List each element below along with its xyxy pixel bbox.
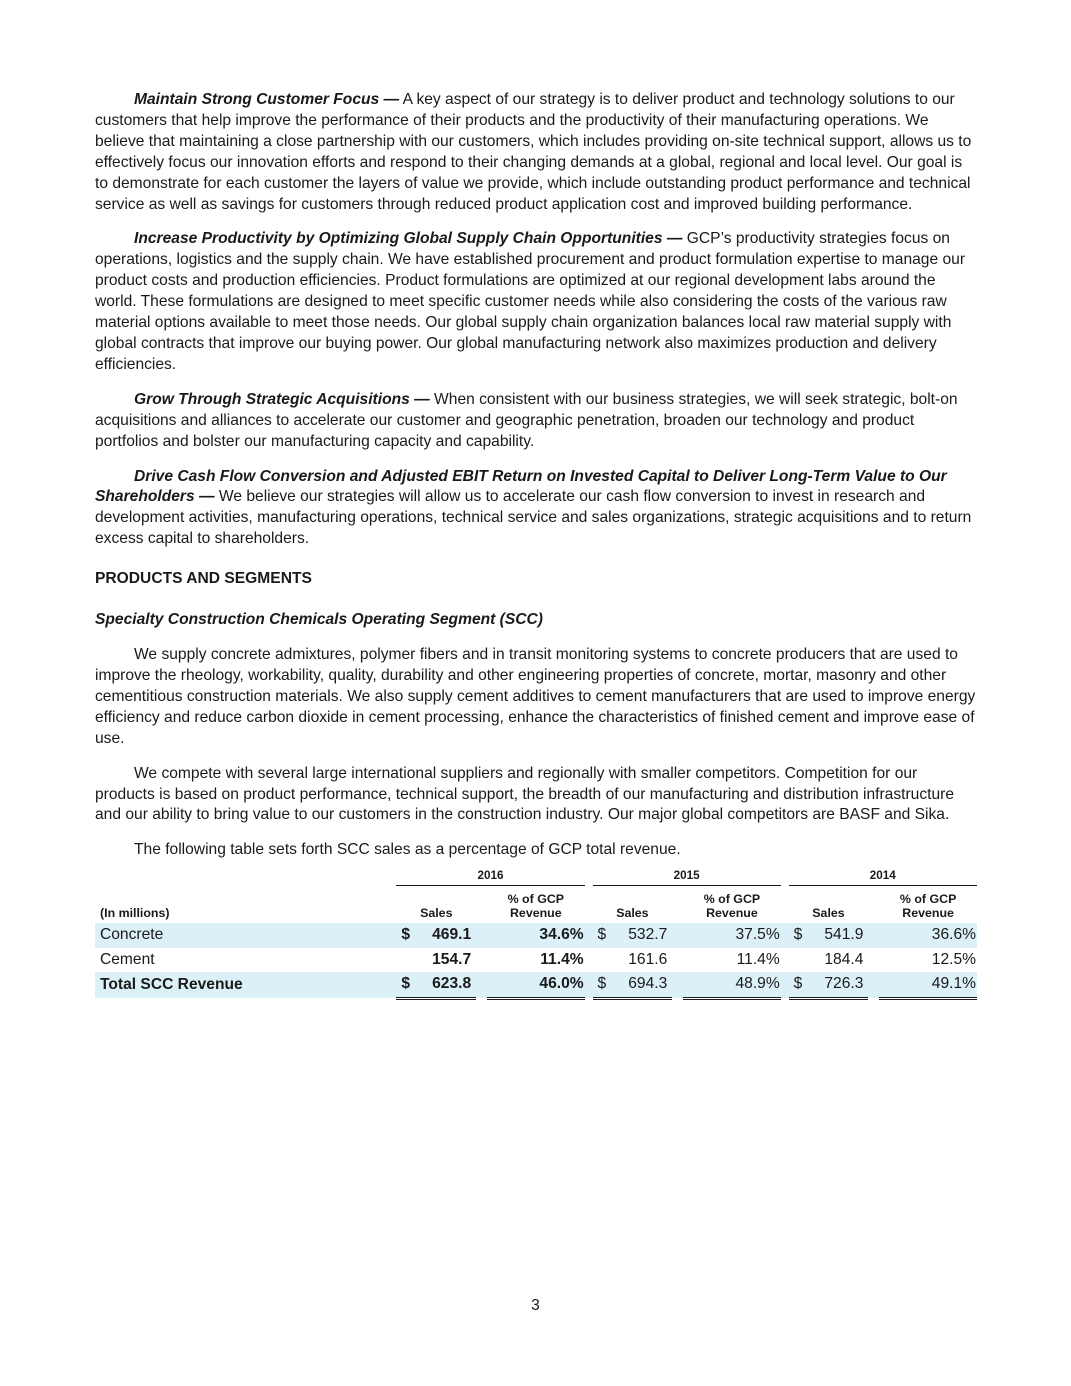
row-label: Total SCC Revenue <box>95 972 389 998</box>
sales-value: 469.1 <box>416 923 476 948</box>
paragraph-lead: Grow Through Strategic Acquisitions — <box>134 390 430 408</box>
currency-symbol: $ <box>396 923 416 948</box>
sales-value: 623.8 <box>416 972 476 998</box>
paragraph-lead: Maintain Strong Customer Focus — <box>134 91 400 108</box>
paragraph-lead: Drive Cash Flow Conversion and Adjusted EBIT Return on Invested Capital to Deliver Long-Term Value to Our Shareholders — <box>95 467 947 506</box>
currency-symbol: $ <box>396 972 416 998</box>
table-year-row <box>95 867 977 886</box>
unit-label: (In millions) <box>100 906 170 921</box>
pct-value: 37.5% <box>683 923 781 948</box>
pct-value: 12.5% <box>931 950 976 968</box>
table-row <box>95 948 977 973</box>
document-body <box>95 90 977 1000</box>
table-total-row <box>95 972 977 998</box>
currency-symbol: $ <box>593 972 613 998</box>
pct-value: 34.6% <box>487 923 585 948</box>
sales-value: 541.9 <box>809 923 869 948</box>
column-header-sales: Sales <box>420 906 453 921</box>
sales-value: 184.4 <box>824 950 864 968</box>
sales-value: 154.7 <box>432 950 472 968</box>
column-header-pct: % of GCP Revenue <box>899 892 957 921</box>
section-heading: PRODUCTS AND SEGMENTS <box>95 570 312 588</box>
column-header-pct: % of GCP Revenue <box>507 892 565 921</box>
paragraph-text: When consistent with our business strategies, we will seek strategic, bolt-on acquisitions and alliances to accelerate our customer and geographic penetration, broaden our technology and product portfolios and bolster our manufacturing capacity and capability. <box>95 390 958 450</box>
table-header-row <box>95 886 977 924</box>
paragraph-scc-products: We supply concrete admixtures, polymer fibers and in transit monitoring systems to concrete producers that are used to improve the rheology, workability, quality, durability and other engineering properties of concrete, mortar, masonry and other cementitious construction materials. We also supply cement additives to cement manufacturers that are used to improve energy efficiency and reduce carbon dioxide in cement processing, enhance the characteristics of finished cement and improve ease of use. <box>95 646 976 747</box>
paragraph-text: A key aspect of our strategy is to deliver product and technology solutions to our customers that help improve the performance of their products and the productivity of their manufacturing operations. We believe that maintaining a close partnership with our customers, which includes providing on-site technical support, allows us to effectively focus our innovation efforts and respond to their changing demands at a global, regional and local level. Our goal is to demonstrate for each customer the layers of value we provide, which include outstanding product performance and technical service as well as savings for customers through reduced product application cost and improved building performance. <box>95 91 972 213</box>
paragraph-scc-competition: We compete with several large international suppliers and regionally with smaller competitors. Competition for our products is based on product performance, technical support, the breadth of our manufacturing and distribution infrastructure and our ability to bring value to our customers in the construction industry. Our major global competitors are BASF and Sika. <box>95 764 955 824</box>
column-header-sales: Sales <box>812 906 845 921</box>
pct-value: 11.4% <box>736 950 780 968</box>
pct-value: 48.9% <box>683 972 781 998</box>
pct-value: 11.4% <box>540 950 584 968</box>
paragraph-productivity <box>95 229 977 375</box>
paragraph-lead: Increase Productivity by Optimizing Global Supply Chain Opportunities — <box>134 230 683 248</box>
table-row <box>95 923 977 948</box>
paragraph-text: We believe our strategies will allow us to accelerate our cash flow conversion to invest in research and development activities, manufacturing operations, technical service and sales organizations, strategic acquisitions and to return excess capital to shareholders. <box>95 488 972 548</box>
pct-value: 46.0% <box>487 972 585 998</box>
currency-symbol: $ <box>789 923 809 948</box>
year-header: 2015 <box>593 867 781 886</box>
page-number: 3 <box>531 1297 540 1314</box>
row-label: Concrete <box>95 923 389 948</box>
sales-value: 161.6 <box>628 950 668 968</box>
pct-value: 36.6% <box>879 923 977 948</box>
pct-value: 49.1% <box>879 972 977 998</box>
subsection-heading: Specialty Construction Chemicals Operating Segment (SCC) <box>95 611 543 629</box>
paragraph-table-intro: The following table sets forth SCC sales as a percentage of GCP total revenue. <box>134 841 681 859</box>
currency-symbol: $ <box>789 972 809 998</box>
sales-value: 532.7 <box>612 923 672 948</box>
column-header-pct: % of GCP Revenue <box>703 892 761 921</box>
currency-symbol: $ <box>593 923 613 948</box>
paragraph-cash-flow <box>95 467 977 551</box>
scc-revenue-table <box>95 867 977 1000</box>
paragraph-customer-focus <box>95 90 977 215</box>
row-label: Cement <box>100 950 155 968</box>
sales-value: 726.3 <box>809 972 869 998</box>
year-header: 2016 <box>396 867 584 886</box>
paragraph-text: GCP’s productivity strategies focus on operations, logistics and the supply chain. We have established procurement and product formulation expertise to manage our product costs and production efficiencies. Product formulations are optimized at our regional development labs around the world. These formulations are designed to meet specific customer needs while also considering the costs of the various raw material options available to meet those needs. Our global supply chain organization balances local raw material supply with global contracts that improve our buying power. Our global manufacturing network also maximizes production and delivery efficiencies. <box>95 230 966 373</box>
paragraph-acquisitions <box>95 390 977 453</box>
column-header-sales: Sales <box>616 906 649 921</box>
year-header: 2014 <box>789 867 977 886</box>
sales-value: 694.3 <box>612 972 672 998</box>
